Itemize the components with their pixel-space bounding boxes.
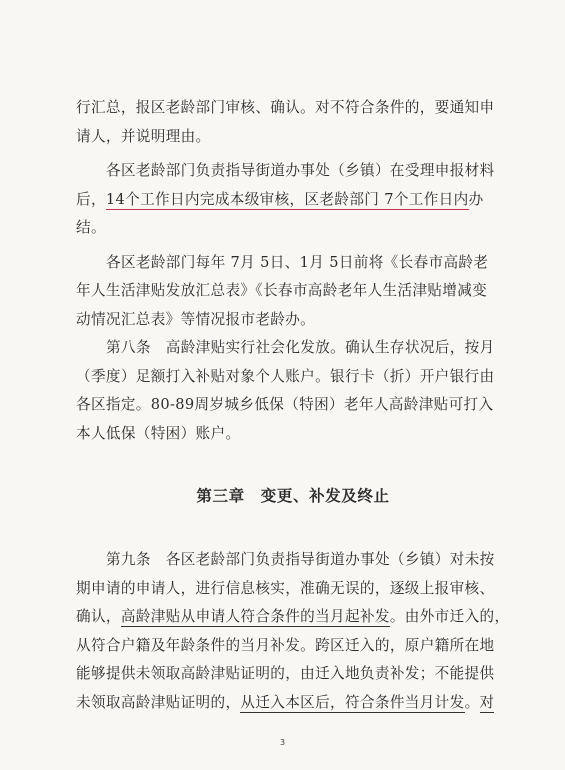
text-line: 本人低保（特困）账户。 [76, 424, 241, 442]
text-line: 第八条 高龄津贴实行社会化发放。确认生存状况后，按月 [106, 339, 495, 356]
text-line: 期申请的申请人，进行信息核实，准确无误的，逐级上报审核、 [76, 579, 495, 597]
page-number: 3 [279, 738, 286, 747]
text-segment: 。由外市迁入的， [389, 608, 510, 625]
text-line: 能够提供未领取高龄津贴证明的，由迁入地负责补发；不能提供 [76, 665, 495, 682]
text-line: 各区老龄部门负责指导街道办事处（乡镇）在受理申报材料 [106, 162, 495, 179]
text-line: 从符合户籍及年龄条件的当月补发。跨区迁入的，原户籍所在地 [76, 636, 495, 654]
document-body [76, 94, 510, 717]
text-line: （季度）足额打入补贴对象个人账户。银行卡（折）开户银行由 [76, 367, 495, 385]
text-line: 请人，并说明理由。 [76, 127, 211, 145]
text-line: 行汇总，报区老龄部门审核、确认。对不符合条件的，要通知申 [76, 99, 495, 116]
underlined-text: 从迁入本区后，符合条件当月计发 [240, 693, 465, 711]
underlined-text: 对 [479, 693, 495, 711]
text-segment: 办 [468, 190, 484, 208]
text-line [76, 186, 510, 215]
text-line [76, 603, 510, 632]
text-line: 各区老龄部门每年 7月 5日、1月 5日前将《长春市高龄老 [106, 253, 489, 271]
text-line: 年人生活津贴发放汇总表》《长春市高龄老年人生活津贴增减变 [76, 282, 488, 299]
underlined-text: 高龄津贴从申请人符合条件的当月起补发 [120, 608, 390, 625]
text-segment: 未领取高龄津贴证明的， [76, 693, 241, 711]
underlined-text: 14个工作日内完成本级审核，区老龄部门 7个工作日内 [105, 190, 469, 208]
text-line: 第九条 各区老龄部门负责指导街道办事处（乡镇）对未按 [106, 551, 495, 568]
text-line: 结。 [76, 219, 106, 236]
text-line: 各区指定。80-89周岁城乡低保（特困）老年人高龄津贴可打入 [76, 396, 494, 413]
text-segment: 后， [76, 190, 106, 208]
chapter-heading: 第三章 变更、补发及终止 [196, 487, 390, 505]
text-line [76, 689, 510, 718]
text-line: 动情况汇总表》等情况报市老龄办。 [76, 310, 316, 328]
text-segment: 。 [464, 693, 480, 711]
text-segment: 确认， [76, 608, 121, 625]
